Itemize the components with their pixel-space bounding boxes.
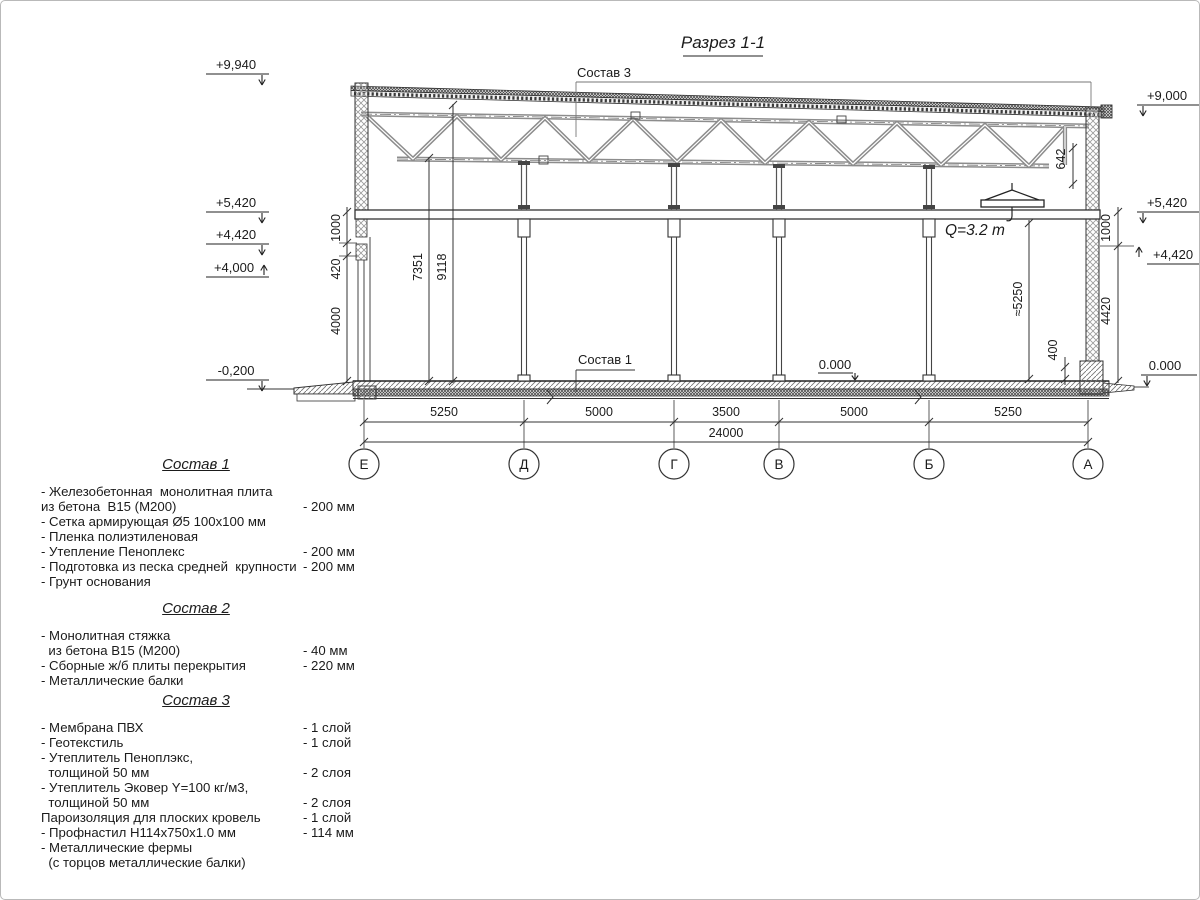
composition-row xyxy=(41,780,371,795)
left-wall-panel xyxy=(356,244,367,260)
ground-floor xyxy=(247,361,1149,404)
dim-value: 5000 xyxy=(840,405,868,419)
composition-row xyxy=(41,559,371,574)
floor-insulation-layer xyxy=(353,389,1109,396)
column xyxy=(923,219,935,381)
composition-row xyxy=(41,484,371,499)
layer-name: - Утеплитель Эковер Y=100 кг/м3, xyxy=(41,780,249,795)
dim-value: 400 xyxy=(1046,339,1060,361)
composition-heading: Состав 1 xyxy=(162,456,230,473)
elevation-mark xyxy=(206,57,269,85)
elevation-value: +4,420 xyxy=(1152,247,1194,262)
composition-row xyxy=(41,628,371,643)
layer-thickness: - 200 мм xyxy=(303,559,355,574)
layer-name: - Монолитная стяжка xyxy=(41,628,171,643)
right-foundation xyxy=(1080,361,1103,394)
layer-thickness: - 2 слоя xyxy=(303,795,351,810)
title-text: Разрез 1-1 xyxy=(680,33,766,52)
axis-mark xyxy=(914,449,944,479)
post xyxy=(923,165,935,210)
layer-name: - Пленка полиэтиленовая xyxy=(41,529,198,544)
dim-value: 642 xyxy=(1054,148,1068,170)
layer-name: - Железобетонная монолитная плита xyxy=(41,484,273,499)
composition-row xyxy=(41,574,371,589)
composition-row xyxy=(41,720,371,735)
callout-sostav3-label: Состав 3 xyxy=(577,65,631,80)
axis-mark xyxy=(659,449,689,479)
column xyxy=(668,219,680,381)
elevation-marks-left xyxy=(206,57,269,391)
dimensions-bottom xyxy=(360,400,1092,448)
layer-thickness: - 220 мм xyxy=(303,658,355,673)
post xyxy=(773,164,785,210)
dimensions-right xyxy=(1011,143,1134,385)
axis-mark xyxy=(764,449,794,479)
composition-row xyxy=(41,673,371,688)
post xyxy=(518,161,530,210)
post xyxy=(668,163,680,210)
composition-row xyxy=(41,735,371,750)
composition-list-1 xyxy=(41,456,371,589)
right-apron xyxy=(1103,383,1134,393)
axis-label: В xyxy=(774,457,784,472)
floor-screed-layer xyxy=(353,381,1109,389)
dim-value: 3500 xyxy=(712,405,740,419)
page-title xyxy=(681,33,765,56)
layer-name: - Утеплитель Пеноплэкс, xyxy=(41,750,194,765)
dim-value: 420 xyxy=(329,258,343,280)
layer-thickness: - 40 мм xyxy=(303,643,348,658)
layer-name: - Геотекстиль xyxy=(41,735,124,750)
composition-row xyxy=(41,810,371,825)
elevation-value: +9,940 xyxy=(215,57,257,72)
right-wall xyxy=(1086,108,1099,361)
callout-sostav1-label: Состав 1 xyxy=(578,352,632,367)
floor-level-mark xyxy=(818,357,858,380)
dimensions-left xyxy=(329,207,357,385)
composition-list-2 xyxy=(41,600,371,688)
axis-mark xyxy=(509,449,539,479)
elevation-value: +5,420 xyxy=(1146,195,1188,210)
truss-posts xyxy=(518,161,935,210)
layer-thickness: - 1 слой xyxy=(303,810,352,825)
layer-name: толщиной 50 мм xyxy=(41,765,150,780)
composition-row xyxy=(41,750,371,765)
elevation-value: -0,200 xyxy=(217,363,255,378)
layer-thickness: - 200 мм xyxy=(303,544,355,559)
composition-row xyxy=(41,529,371,544)
elevation-value: +5,420 xyxy=(215,195,257,210)
layer-name: из бетона В15 (М200) xyxy=(41,499,177,514)
axis-label: А xyxy=(1083,457,1093,472)
elevation-value: +4,000 xyxy=(213,260,255,275)
layer-thickness: - 1 слой xyxy=(303,720,352,735)
crane-beam xyxy=(981,200,1044,207)
axis-label: Д xyxy=(519,457,529,472)
layer-name: - Мембрана ПВХ xyxy=(41,720,144,735)
elevation-value: 0.000 xyxy=(1148,358,1182,373)
composition-heading: Состав 3 xyxy=(162,692,230,709)
dim-value: ≈5250 xyxy=(1011,281,1025,317)
elevation-value: +9,000 xyxy=(1146,88,1188,103)
axis-label: Г xyxy=(670,457,678,472)
dim-value: 1000 xyxy=(1099,214,1113,242)
dim-value: 5250 xyxy=(994,405,1022,419)
composition-row xyxy=(41,855,371,870)
elevation-value: +4,420 xyxy=(215,227,257,242)
layer-name: Пароизоляция для плоских кровель xyxy=(41,810,261,825)
composition-row xyxy=(41,795,371,810)
left-wall-panel xyxy=(356,217,367,237)
composition-row xyxy=(41,544,371,559)
composition-row xyxy=(41,765,371,780)
layer-name: толщиной 50 мм xyxy=(41,795,150,810)
axis-label: Е xyxy=(359,457,369,472)
elevation-mark xyxy=(206,195,269,223)
roof-truss xyxy=(361,112,1089,166)
axis-circles xyxy=(349,449,1103,479)
elevation-mark xyxy=(1137,88,1199,116)
elevation-mark xyxy=(206,363,269,391)
composition-list-3 xyxy=(41,692,371,870)
roof-end-cap xyxy=(1101,105,1112,118)
composition-row xyxy=(41,499,371,514)
dim-value: 5000 xyxy=(585,405,613,419)
dimensions-interior xyxy=(411,101,457,385)
left-foundation xyxy=(358,386,376,399)
layer-name: - Сетка армирующая Ø5 100х100 мм xyxy=(41,514,266,529)
roof xyxy=(351,86,1112,118)
axis-mark xyxy=(1073,449,1103,479)
composition-row xyxy=(41,840,371,855)
layer-name: - Профнастил Н114х750х1.0 мм xyxy=(41,825,236,840)
column xyxy=(773,219,785,381)
composition-row xyxy=(41,658,371,673)
layer-name: - Металлические балки xyxy=(41,673,184,688)
layer-thickness: - 2 слоя xyxy=(303,765,351,780)
elevation-mark xyxy=(206,260,269,277)
axis-label: Б xyxy=(924,457,934,472)
layer-name: - Подготовка из песка средней крупности xyxy=(41,559,297,574)
elevation-marks-right xyxy=(1136,88,1199,386)
dim-value: 4000 xyxy=(329,307,343,335)
composition-heading: Состав 2 xyxy=(162,600,230,617)
layer-name: - Утепление Пеноплекс xyxy=(41,544,185,559)
composition-row xyxy=(41,643,371,658)
layer-thickness: - 114 мм xyxy=(303,825,354,840)
composition-row xyxy=(41,825,371,840)
elevation-value: 0.000 xyxy=(818,357,852,372)
elevation-mark xyxy=(206,227,269,255)
layer-thickness: - 1 слой xyxy=(303,735,352,750)
layer-thickness: - 200 мм xyxy=(303,499,355,514)
floor-beam xyxy=(355,210,1100,219)
dim-value: 7351 xyxy=(411,253,425,281)
composition-row xyxy=(41,514,371,529)
layer-name: - Металлические фермы xyxy=(41,840,193,855)
layer-name: из бетона В15 (М200) xyxy=(41,643,181,658)
left-apron-step xyxy=(297,394,355,401)
dim-value: 4420 xyxy=(1099,297,1113,325)
dim-value: 1000 xyxy=(329,214,343,242)
layer-name: - Грунт основания xyxy=(41,574,151,589)
elevation-mark xyxy=(1141,358,1197,386)
elevation-mark xyxy=(1136,247,1199,264)
layer-name: (с торцов металлические балки) xyxy=(41,855,246,870)
column xyxy=(518,219,530,381)
dim-value-total: 24000 xyxy=(708,426,744,440)
dim-value: 5250 xyxy=(430,405,458,419)
elevation-mark xyxy=(1137,195,1199,223)
crane-capacity-label: Q=3.2 т xyxy=(945,222,1005,239)
left-wall xyxy=(355,83,368,213)
layer-name: - Сборные ж/б плиты перекрытия xyxy=(41,658,246,673)
dim-value: 9118 xyxy=(435,253,449,281)
